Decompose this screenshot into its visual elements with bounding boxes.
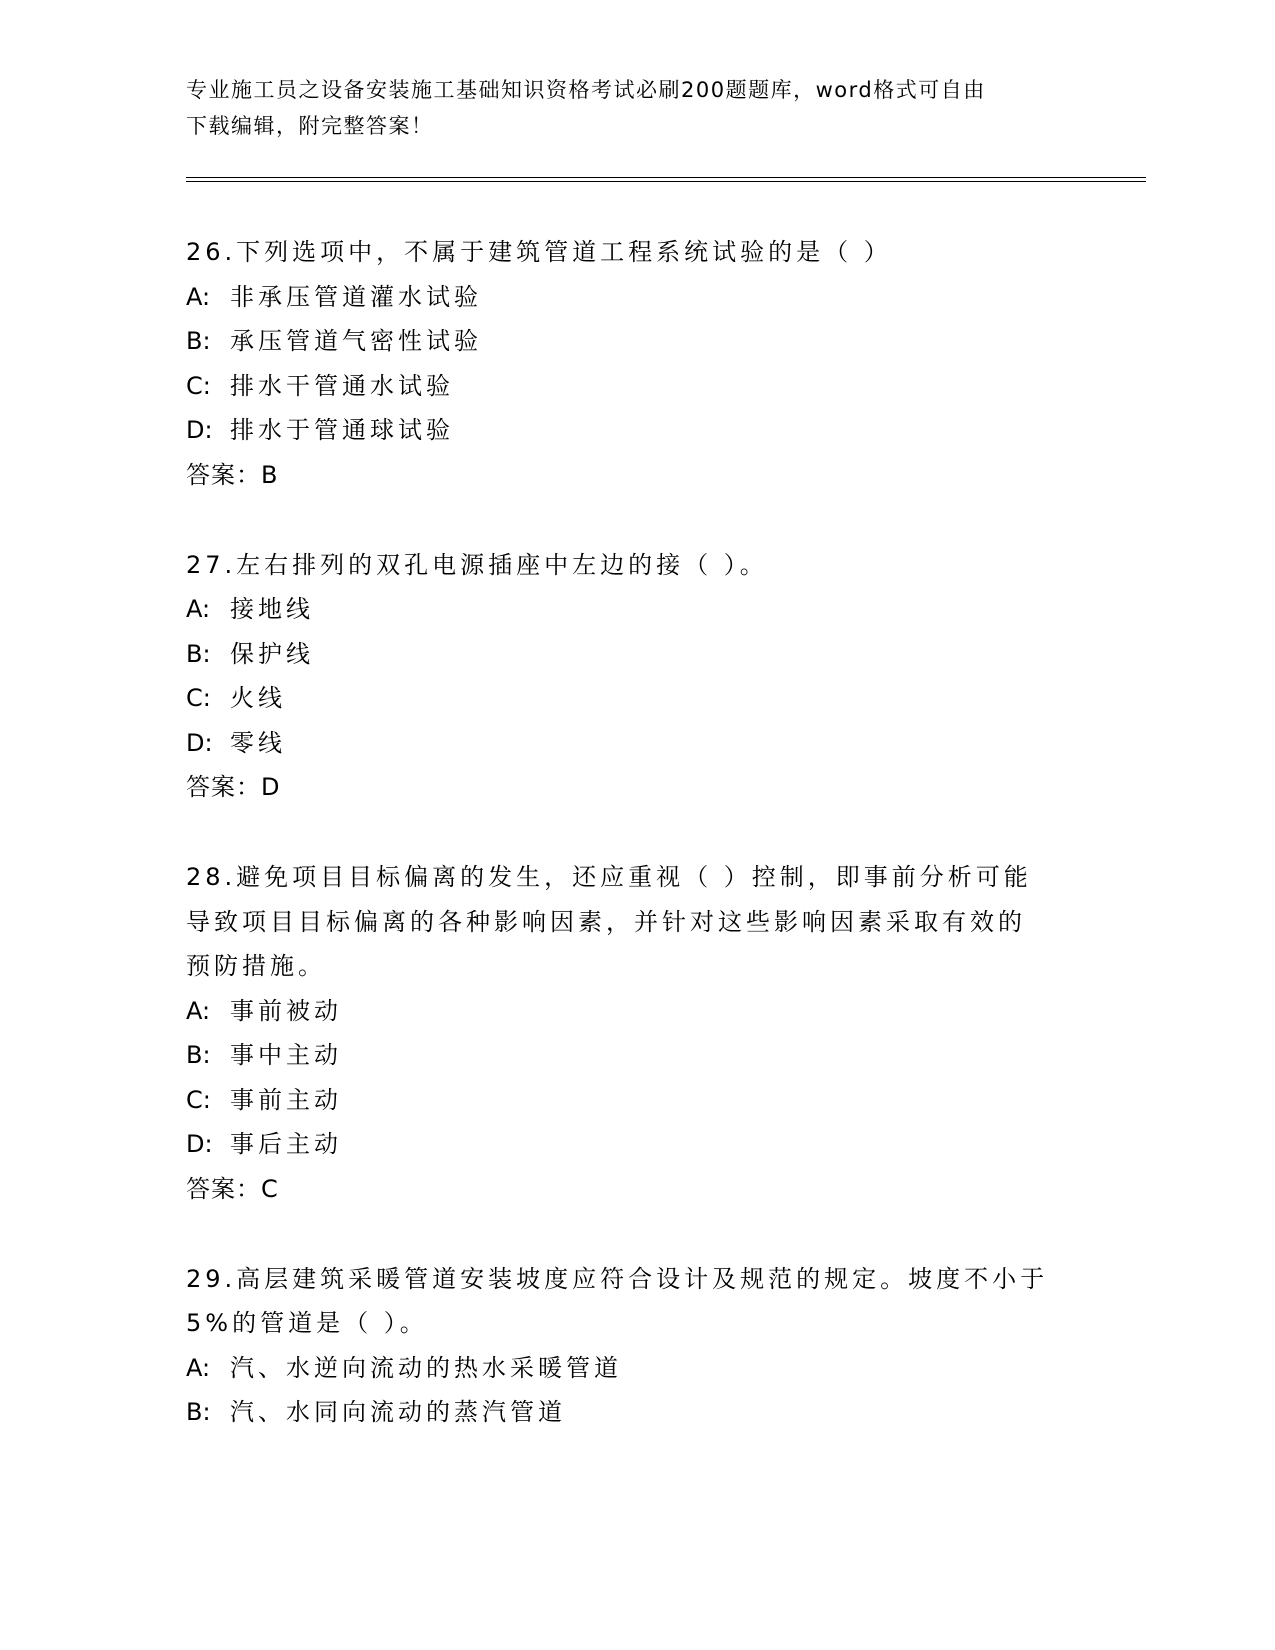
option-text: 汽、水逆向流动的热水采暖管道 [230,1354,622,1382]
option-letter: C: [186,1086,211,1114]
option-text: 承压管道气密性试验 [230,327,482,355]
option-letter: A: [186,595,211,623]
option-letter: A: [186,1354,211,1382]
option-text: 接地线 [230,595,314,623]
option-text: 零线 [230,729,286,757]
question-28-stem-line-2: 导致项目目标偏离的各种影响因素，并针对这些影响因素采取有效的 [186,908,1026,936]
question-26-option-c [186,371,454,401]
question-26-option-a [186,282,482,312]
question-29-stem-line-2: 5%的管道是（ ）。 [186,1309,428,1337]
question-27-option-c [186,683,286,713]
question-29-option-a [186,1353,622,1383]
option-letter: A: [186,283,211,311]
question-26-stem: 26.下列选项中，不属于建筑管道工程系统试验的是（ ） [186,238,892,266]
question-27-answer: 答案：D [186,773,281,801]
option-letter: D: [186,1130,213,1158]
question-26-answer: 答案：B [186,461,279,489]
option-text: 事前被动 [230,997,342,1025]
header-line-2: 下载编辑，附完整答案！ [186,114,434,138]
header-rule-top [186,177,1146,178]
question-28-answer: 答案：C [186,1175,279,1203]
question-26-option-d [186,415,454,445]
header-rule-bottom [186,181,1146,182]
option-letter: D: [186,729,213,757]
header-line-1: 专业施工员之设备安装施工基础知识资格考试必刷200题题库，word格式可自由 [186,78,986,102]
question-29-stem-line-1: 29.高层建筑采暖管道安装坡度应符合设计及规范的规定。坡度不小于 [186,1265,1049,1293]
option-text: 保护线 [230,640,314,668]
question-28-option-b [186,1040,342,1070]
question-27-option-d [186,728,286,758]
option-text: 火线 [230,684,286,712]
option-text: 排水于管通球试验 [230,416,454,444]
option-letter: B: [186,1041,211,1069]
option-letter: D: [186,416,213,444]
question-28-option-a [186,996,342,1026]
option-letter: A: [186,997,211,1025]
option-letter: B: [186,640,211,668]
question-28-option-c [186,1085,342,1115]
question-28-stem-line-1: 28.避免项目目标偏离的发生，还应重视（ ）控制，即事前分析可能 [186,863,1032,891]
option-text: 事中主动 [230,1041,342,1069]
option-text: 汽、水同向流动的蒸汽管道 [230,1398,566,1426]
option-text: 非承压管道灌水试验 [230,283,482,311]
question-26-option-b [186,326,482,356]
question-27-option-b [186,639,314,669]
option-letter: C: [186,372,211,400]
option-letter: B: [186,327,211,355]
question-27-stem: 27.左右排列的双孔电源插座中左边的接（ ）。 [186,551,768,579]
question-29-option-b [186,1397,566,1427]
question-28-option-d [186,1129,342,1159]
question-27-option-a [186,594,314,624]
document-header [186,72,1056,144]
option-text: 事前主动 [230,1086,342,1114]
option-letter: B: [186,1398,211,1426]
option-text: 事后主动 [230,1130,342,1158]
option-letter: C: [186,684,211,712]
option-text: 排水干管通水试验 [230,372,454,400]
question-28-stem-line-3: 预防措施。 [186,952,326,980]
